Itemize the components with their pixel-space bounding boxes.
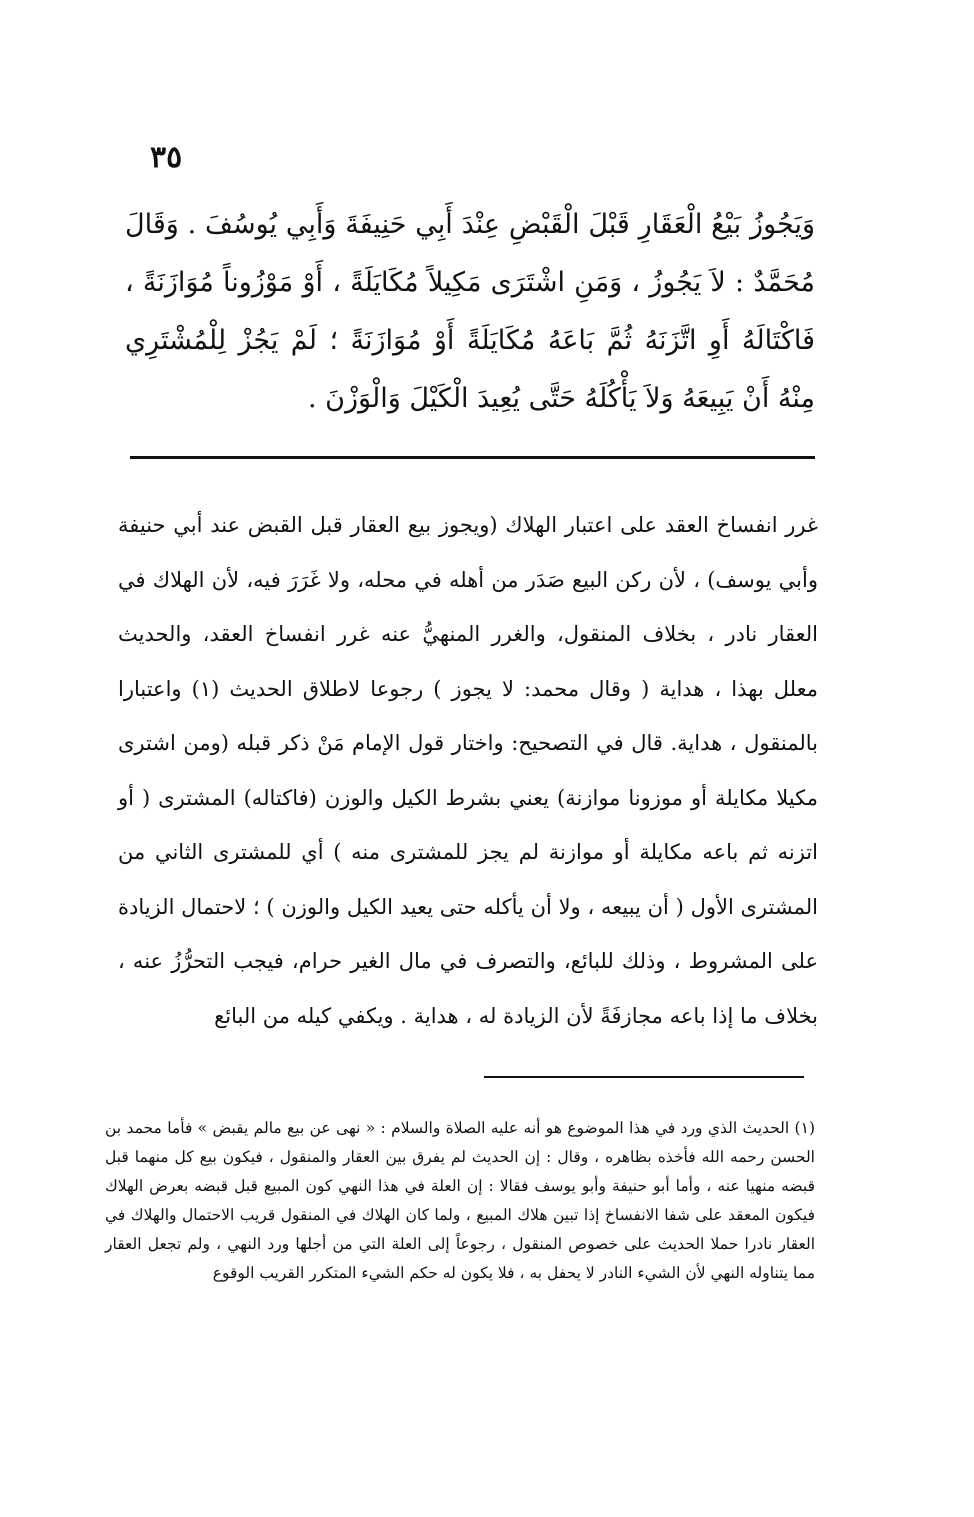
page-number: ٣٥ bbox=[150, 140, 183, 175]
commentary-paragraph: غرر انفساخ العقد على اعتبار الهلاك (ويجوز بيع العقار قبل القبض عند أبي حنيفة وأبي يوسف) ، لأن ركن البيع صَدَر من أهله في محله، ولا غَرَرَ فيه، لأن الهلاك في العقار نادر ، بخلاف المنقول، والغرر المنهيُّ عنه غرر انفساخ العقد، والحديث معلل بهذا ، هداية ( وقال محمد: لا يجوز ) رجوعا لاطلاق الحديث (١) واعتبارا بالمنقول ، هداية. قال في التصحيح: واختار قول الإمام مَنْ ذكر قبله (ومن اشترى مكيلا مكايلة أو موزونا موازنة) يعني بشرط الكيل والوزن (فاكتاله) المشترى ( أو اتزنه ثم باعه مكايلة أو موازنة لم يجز للمشترى منه ) أي للمشترى الثاني من المشترى الأول ( أن يبيعه ، ولا أن يأكله حتى يعيد الكيل والوزن ) ؛ لاحتمال الزيادة على المشروط ، وذلك للبائع، والتصرف في مال الغير حرام، فيجب التحرُّزُ عنه ، بخلاف ما إذا باعه مجازفَةً لأن الزيادة له ، هداية . ويكفي كيله من البائع bbox=[118, 513, 818, 1028]
main-text-paragraph: وَيَجُوزُ بَيْعُ الْعَقَارِ قَبْلَ الْقَبْضِ عِنْدَ أَبِي حَنِيفَةَ وَأَبِي يُوسُفَ . وَقَالَ مُحَمَّدٌ : لاَ يَجُوزُ ، وَمَنِ اشْتَرَى مَكِيلاً مُكَايَلَةً ، أَوْ مَوْزُوناً مُوَازَنَةً ، فَاكْتَالَهُ أَوِ اتَّزَنَهُ ثُمَّ بَاعَهُ مُكَايَلَةً أَوْ مُوَازَنَةً ؛ لَمْ يَجُزْ لِلْمُشْتَرِي مِنْهُ أَنْ يَبِيعَهُ وَلاَ يَأْكُلَهُ حَتَّى يُعِيدَ الْكَيْلَ وَالْوَزْنَ . bbox=[125, 209, 815, 414]
commentary-block bbox=[118, 498, 818, 1043]
section-divider bbox=[130, 456, 815, 459]
main-text-block bbox=[125, 196, 815, 428]
footnote-1: (١) الحديث الذي ورد في هذا الموضوع هو أنه عليه الصلاة والسلام : « نهى عن بيع مالم يقبض » فأما محمد بن الحسن رحمه الله فأخذه بظاهره ، وقال : إن الحديث لم يفرق بين العقار والمنقول ، فيكون بيع كل منهما قبل قبضه منهيا عنه ، وأما أبو حنيفة وأبو يوسف فقالا : إن العلة في هذا النهي كون المبيع قبل قبضه بعرض الهلاك فيكون المعقد على شفا الانفساخ إذا تبين هلاك المبيع ، ولما كان الهلاك في المنقول قريب الاحتمال والهلاك في العقار نادرا حملا الحديث على خصوص المنقول ، رجوعاً إلى العلة التي من أجلها ورد النهي ، ولم تجعل العقار مما يتناوله النهي لأن الشيء النادر لا يحفل به ، فلا يكون له حكم الشيء المتكرر القريب الوقوع bbox=[105, 1119, 815, 1282]
footnote-divider bbox=[484, 1076, 804, 1078]
footnotes-block bbox=[105, 1114, 815, 1288]
